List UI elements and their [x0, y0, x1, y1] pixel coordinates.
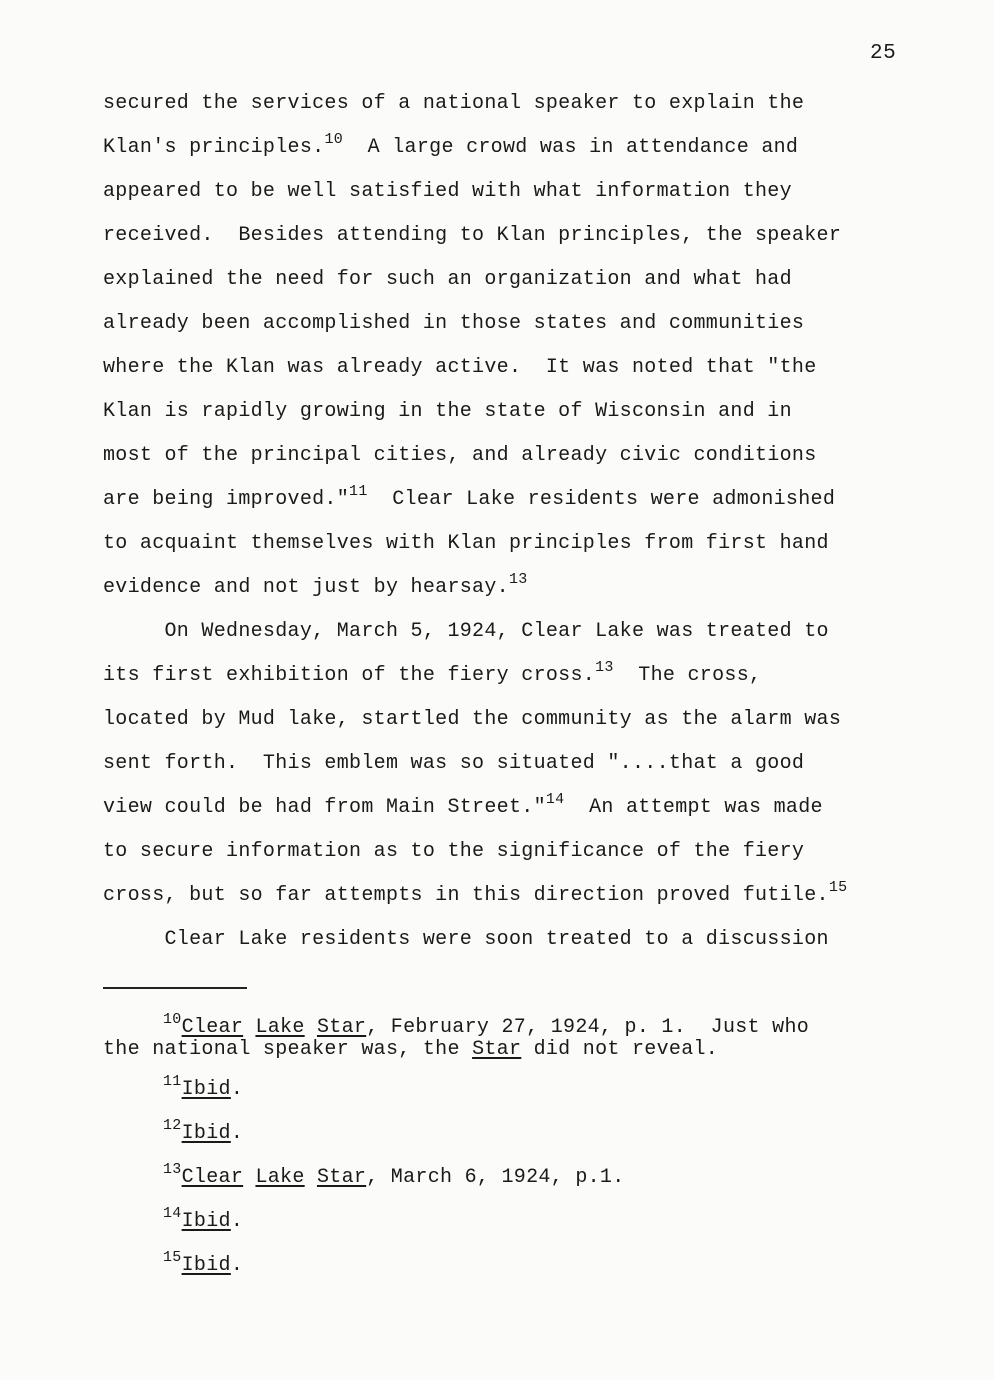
body-line: sent forth. This emblem was so situated "....that a good — [103, 752, 805, 775]
footnote-12 — [163, 1117, 244, 1147]
citation-text: did not reveal. — [521, 1038, 719, 1061]
citation-ibid: Ibid — [181, 1254, 231, 1277]
body-text: evidence and not just by hearsay. — [103, 576, 509, 599]
body-line: most of the principal cities, and already civic conditions — [103, 444, 817, 467]
footnote-ref: 15 — [828, 879, 848, 896]
footnote-ref: 13 — [595, 659, 614, 676]
citation-period: . — [230, 1210, 244, 1233]
citation-title: Star — [472, 1038, 522, 1061]
footnote-number: 15 — [163, 1249, 182, 1266]
body-line: received. Besides attending to Klan principles, the speaker — [103, 224, 842, 247]
citation-title: Clear — [181, 1166, 244, 1189]
body-line: explained the need for such an organization and what had — [103, 268, 792, 291]
body-line: Klan is rapidly growing in the state of Wisconsin and in — [103, 400, 792, 423]
footnote-number: 10 — [163, 1011, 182, 1028]
body-line: secured the services of a national speaker to explain the — [103, 92, 805, 115]
citation-title: Lake — [255, 1016, 305, 1039]
footnote-divider — [103, 987, 247, 989]
citation-text: , March 6, 1924, p.1. — [366, 1166, 625, 1189]
citation-ibid: Ibid — [181, 1210, 231, 1233]
footnote-10-line-2 — [103, 1038, 718, 1062]
body-text: The cross, — [613, 664, 762, 687]
footnote-ref: 10 — [324, 131, 344, 148]
body-line: to secure information as to the significance of the fiery — [103, 840, 805, 863]
citation-title: Star — [316, 1166, 367, 1189]
footnote-ref: 13 — [508, 571, 528, 588]
body-line — [103, 659, 762, 689]
citation-text: the national speaker was, the — [103, 1038, 473, 1061]
footnote-13 — [163, 1161, 625, 1191]
body-line: already been accomplished in those states and communities — [103, 312, 805, 335]
citation-title: Star — [316, 1016, 367, 1039]
body-text: are being improved." — [103, 488, 350, 511]
footnote-number: 14 — [163, 1205, 182, 1222]
citation-title: Clear — [181, 1016, 244, 1039]
body-text: A large crowd was in attendance and — [343, 136, 799, 159]
body-line — [103, 131, 799, 161]
body-text: An attempt was made — [564, 796, 823, 819]
body-line — [103, 879, 848, 909]
body-text: view could be had from Main Street." — [103, 796, 546, 819]
body-line — [103, 571, 528, 601]
footnote-number: 11 — [163, 1073, 182, 1090]
footnote-number: 12 — [163, 1117, 182, 1134]
footnote-ref: 11 — [349, 483, 368, 500]
citation-period: . — [230, 1254, 244, 1277]
body-text: Clear Lake residents were admonished — [367, 488, 836, 511]
page-number: 25 — [870, 42, 897, 65]
body-line: appeared to be well satisfied with what information they — [103, 180, 792, 203]
body-text: its first exhibition of the fiery cross. — [103, 664, 596, 687]
footnote-15 — [163, 1249, 244, 1279]
citation-ibid: Ibid — [181, 1122, 231, 1145]
body-text: cross, but so far attempts in this direction proved futile. — [103, 884, 829, 907]
citation-period: . — [230, 1078, 244, 1101]
footnote-14 — [163, 1205, 244, 1235]
footnote-11 — [163, 1073, 244, 1103]
footnote-ref: 14 — [545, 791, 565, 808]
body-line: On Wednesday, March 5, 1924, Clear Lake was treated to — [103, 620, 829, 643]
body-line: where the Klan was already active. It was noted that "the — [103, 356, 817, 379]
body-line: Clear Lake residents were soon treated to a discussion — [103, 928, 829, 951]
citation-period: . — [230, 1122, 244, 1145]
body-line — [103, 483, 836, 513]
citation-text: , February 27, 1924, p. 1. Just who — [366, 1016, 810, 1039]
body-line — [103, 791, 823, 821]
body-line: to acquaint themselves with Klan principles from first hand — [103, 532, 829, 555]
citation-ibid: Ibid — [181, 1078, 231, 1101]
body-line: located by Mud lake, startled the community as the alarm was — [103, 708, 842, 731]
footnote-number: 13 — [163, 1161, 182, 1178]
body-text: Klan's principles. — [103, 136, 325, 159]
citation-title: Lake — [255, 1166, 305, 1189]
